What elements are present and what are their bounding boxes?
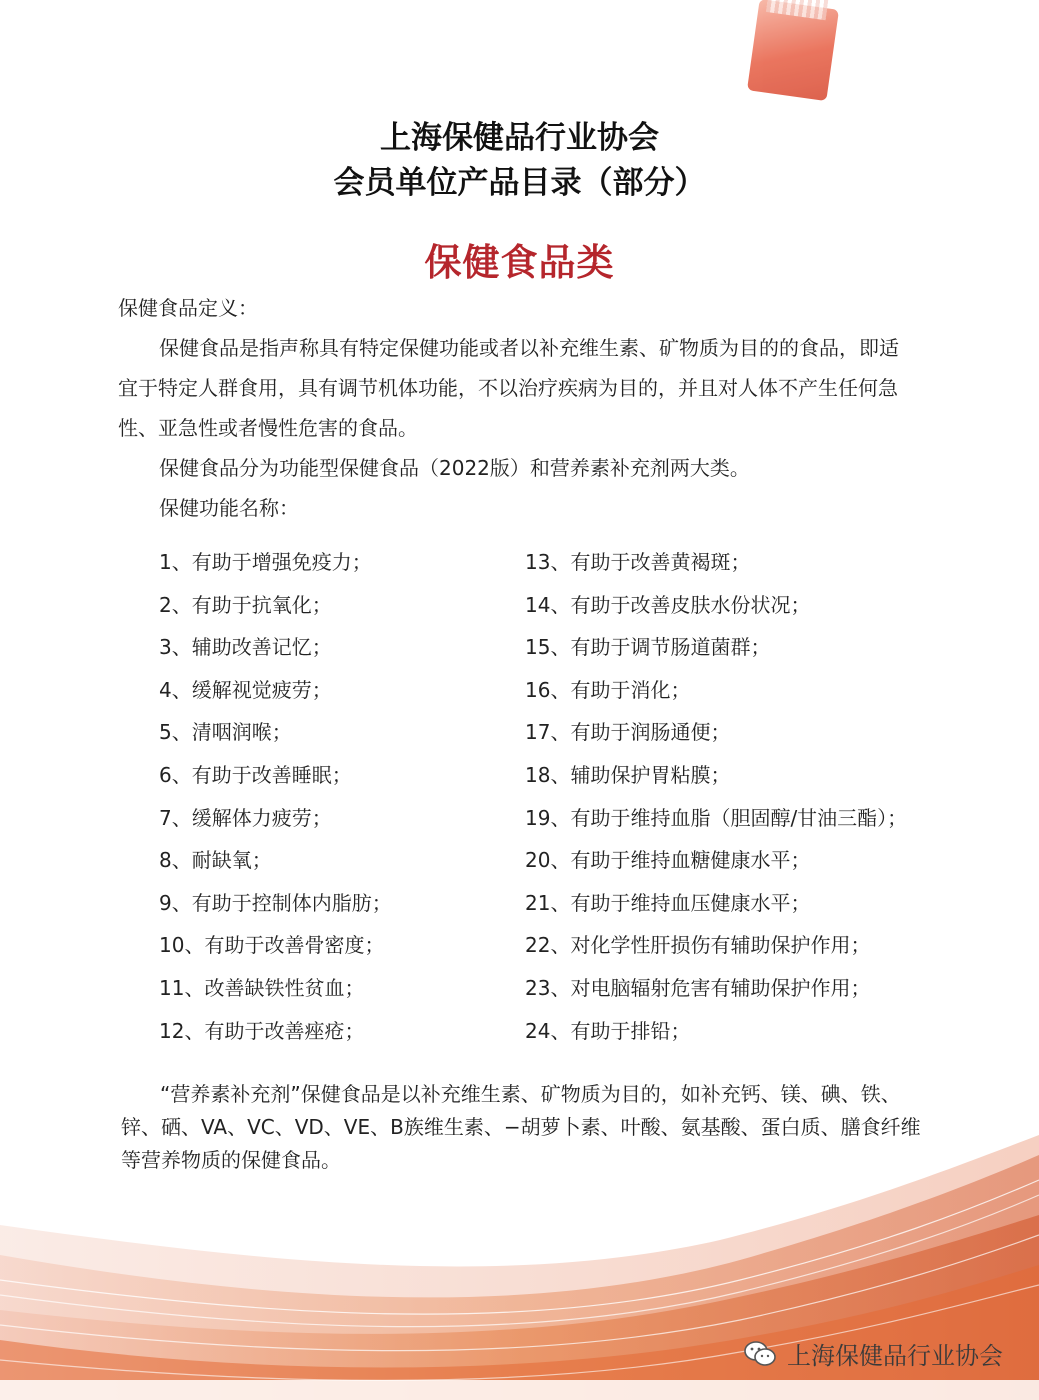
list-item: 5、清咽润喉； bbox=[159, 720, 292, 745]
list-item: 22、对化学性肝损伤有辅助保护作用； bbox=[525, 933, 871, 958]
list-item: 19、有助于维持血脂（胆固醇/甘油三酯）； bbox=[525, 805, 908, 830]
list-item: 1、有助于增强免疫力； bbox=[159, 550, 372, 574]
list-item: 2、有助于抗氧化； bbox=[159, 592, 332, 617]
definition-paragraph: 保健食品是指声称具有特定保健功能或者以补充维生素、矿物质为目的的食品，即适宜于特定人群食用，具有调节机体功能，不以治疗疾病为目的，并且对人体不产生任何急性、亚急性或者慢性危害的食品。 bbox=[118, 336, 899, 440]
functions-label: 保健功能名称： bbox=[159, 496, 299, 520]
list-item: 20、有助于维持血糖健康水平； bbox=[525, 848, 811, 873]
footer-brand bbox=[743, 1336, 1003, 1371]
nutrient-supplement-paragraph: “营养素补充剂”保健食品是以补充维生素、矿物质为目的，如补充钙、镁、碘、铁、锌、硒、VA、VC、VD、VE、B族维生素、−胡萝卜素、叶酸、氨基酸、蛋白质、膳食纤维等营养物质的保健食品。 bbox=[121, 1082, 921, 1172]
classification-paragraph: 保健食品分为功能型保健食品（2022版）和营养素补充剂两大类。 bbox=[159, 456, 750, 480]
category-title: 保健食品类 bbox=[424, 241, 615, 284]
decorative-stamp bbox=[747, 0, 839, 101]
footer-brand-text: 上海保健品行业协会 bbox=[787, 1342, 1003, 1370]
list-item: 21、有助于维持血压健康水平； bbox=[525, 890, 811, 915]
page-title-line1: 上海保健品行业协会 bbox=[380, 120, 659, 156]
list-item: 8、耐缺氧； bbox=[159, 848, 272, 873]
list-item: 15、有助于调节肠道菌群； bbox=[525, 635, 771, 660]
list-item: 11、改善缺铁性贫血； bbox=[159, 975, 365, 1000]
list-item: 16、有助于消化； bbox=[525, 677, 691, 702]
list-item: 10、有助于改善骨密度； bbox=[159, 933, 385, 958]
functions-list-left bbox=[159, 541, 392, 1052]
functions-list-right bbox=[525, 541, 907, 1052]
list-item: 12、有助于改善痤疮； bbox=[159, 1018, 365, 1043]
list-item: 6、有助于改善睡眠； bbox=[159, 762, 352, 787]
list-item: 7、缓解体力疲劳； bbox=[159, 805, 332, 830]
list-item: 24、有助于排铅； bbox=[525, 1018, 691, 1043]
list-item: 3、辅助改善记忆； bbox=[159, 635, 332, 660]
list-item: 4、缓解视觉疲劳； bbox=[159, 677, 332, 702]
list-item: 23、对电脑辐射危害有辅助保护作用； bbox=[525, 975, 871, 1000]
list-item: 18、辅助保护胃粘膜； bbox=[525, 762, 731, 787]
list-item: 14、有助于改善皮肤水份状况； bbox=[525, 592, 811, 617]
wechat-icon bbox=[743, 1339, 777, 1369]
list-item: 17、有助于润肠通便； bbox=[525, 720, 731, 745]
list-item: 9、有助于控制体内脂肪； bbox=[159, 890, 392, 915]
definition-label: 保健食品定义： bbox=[118, 296, 258, 320]
list-item: 13、有助于改善黄褐斑； bbox=[525, 550, 751, 574]
page-title-line2: 会员单位产品目录（部分） bbox=[333, 165, 706, 201]
